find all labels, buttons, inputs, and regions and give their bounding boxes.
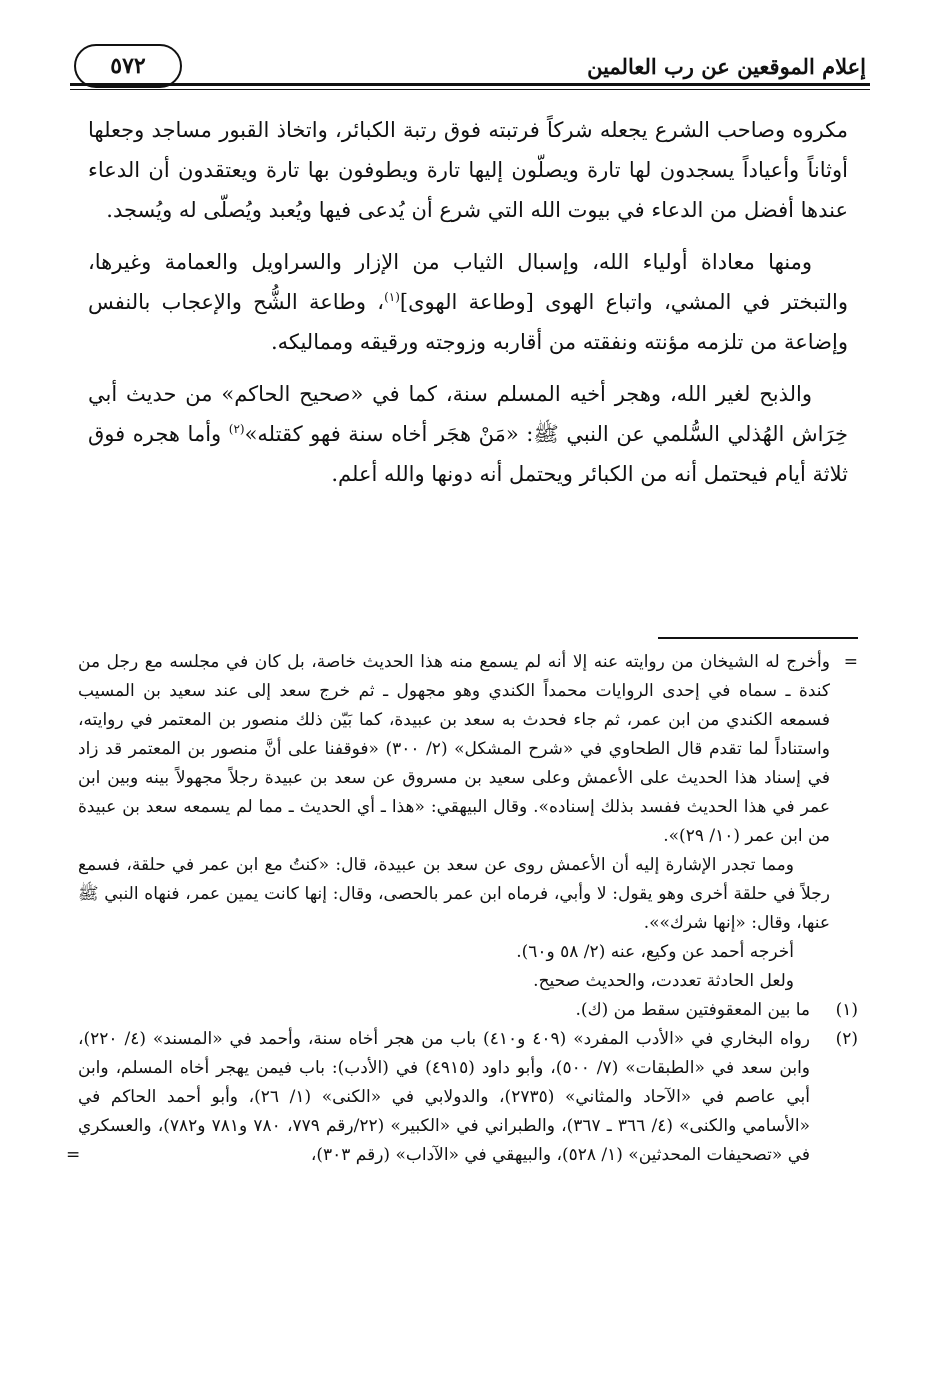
footnote-continuation-2: ومما تجدر الإشارة إليه أن الأعمش روى عن سعد بن عبيدة، قال: «كنتُ مع ابن عمر في حلقة، فسمع رجلاً في حلقة أخرى وهو يقول: لا وأبي، فرماه ابن عمر بالحصى، وقال: إنها كانت يمين عمر، فنهاه النبي ﷺ عنها، وقال: «إنها شرك»». <box>78 855 830 933</box>
footnote-ref-1[interactable]: (١) <box>384 290 400 304</box>
continuation-marker: = <box>843 652 858 672</box>
book-title: إعلام الموقعين عن رب العالمين <box>587 54 866 79</box>
running-header <box>70 40 870 96</box>
header-rule-thick <box>70 83 870 86</box>
end-marker: = <box>66 1145 81 1165</box>
footnote-continuation-4: ولعل الحادثة تعددت، والحديث صحيح. <box>533 971 794 991</box>
page-number-badge: ٥٧٢ <box>74 44 182 88</box>
paragraph-2-text-b: ، وطاعة الشُّح والإعجاب بالنفس وإضاعة من تلزمه مؤنته ونفقته من أقاربه وزوجته ورقيقه ومماليكه. <box>88 290 848 354</box>
footnote-2-number: (٢) <box>835 1029 858 1049</box>
footnote-continuation <box>78 648 858 851</box>
footnote-1-text: ما بين المعقوفتين سقط من (ك). <box>575 1000 810 1020</box>
main-text <box>88 110 848 506</box>
footnote-continuation-text: وأخرج له الشيخان من روايته عنه إلا أنه لم يسمع منه هذا الحديث خاصة، بل كان في مجلسه مع رجل من كندة ـ سماه في إحدى الروايات محمداً الكندي وهو مجهول ـ ثم خرج سعد إلى عند سعيد بن المسيب فسمعه الكندي من ابن عمر، ثم جاء فحدث به سعد بن عبيدة، كما بَيّن ذلك منصور بن المعتمر في روايته، واستناداً لما تقدم قال الطحاوي في «شرح المشكل» (٢/ ٣٠٠) «فوقفنا على أنَّ منصور بن المعتمر قد زاد في إسناد هذا الحديث على الأعمش وعلى سعيد بن مسروق عن سعد بن عبيدة رجلاً مجهولاً بينه وبين ابن عمر في هذا الحديث ففسد بذلك إسناده». وقال البيهقي: «هذا ـ أي الحديث ـ مما لم يسمعه سعد بن عبيدة من ابن عمر (١٠/ ٢٩)». <box>78 652 830 846</box>
paragraph-3-text-b: وأما هجره فوق ثلاثة أيام فيحتمل أنه من الكبائر ويحتمل أنه دونها والله أعلم. <box>88 422 848 486</box>
footnote-1 <box>78 996 858 1025</box>
footnote-2-text: رواه البخاري في «الأدب المفرد» (٤٠٩ و٤١٠) باب من هجر أخاه سنة، وأحمد في «المسند» (٤/ ٢٢٠)، وابن سعد في «الطبقات» (٧/ ٥٠٠)، وأبو داود (٤٩١٥) في (الأدب): باب فيمن يهجر أخاه المسلم، وابن أبي عاصم في «الآحاد والمثاني» (٢٧٣٥)، والدولابي في «الكنى» (١/ ٢٦)، وأبو أحمد الحاكم في «الأسامي والكنى» (٤/ ٣٦٦ ـ ٣٦٧)، والطبراني في «الكبير» (٢٢/رقم ٧٧٩، ٧٨٠ و٧٨١ و٧٨٢)، والعسكري في «تصحيفات المحدثين» (١/ ٥٢٨)، والبيهقي في «الآداب» (رقم ٣٠٣)، <box>78 1029 811 1165</box>
footnote-separator <box>658 637 858 639</box>
paragraph-2-text-a: ومنها معاداة أولياء الله، وإسبال الثياب من الإزار والسراويل والعمامة وغيرها، والتبختر في المشي، واتباع الهوى [وطاعة الهوى] <box>88 250 849 314</box>
paragraph-3 <box>88 374 848 494</box>
footnote-continuation-3: أخرجه أحمد عن وكيع، عنه (٢/ ٥٨ و٦٠). <box>516 942 794 962</box>
footnote-2 <box>66 1025 858 1170</box>
paragraph-3-text-a: والذبح لغير الله، وهجر أخيه المسلم سنة، كما في «صحيح الحاكم» من حديث أبي خِرَاش الهُذلي السُّلمي عن النبي ﷺ: «مَنْ هجَر أخاه سنة فهو كقتله» <box>88 382 848 446</box>
header-rule-thin <box>70 89 870 90</box>
paragraph-1: مكروه وصاحب الشرع يجعله شركاً فرتبته فوق رتبة الكبائر، واتخاذ القبور مساجد وجعلها أوثاناً وأعياداً يسجدون لها تارة ويصلّون إليها تارة ويطوفون بها تارة ويعتقدون أن الدعاء عندها أفضل من الدعاء في بيوت الله التي شرع أن يُدعى فيها ويُعبد ويُصلّى له ويُسجد. <box>88 118 848 222</box>
footnote-ref-2[interactable]: (٢) <box>228 422 245 436</box>
footnotes <box>66 648 858 1170</box>
footnote-1-number: (١) <box>835 1000 858 1020</box>
paragraph-2 <box>88 242 848 362</box>
